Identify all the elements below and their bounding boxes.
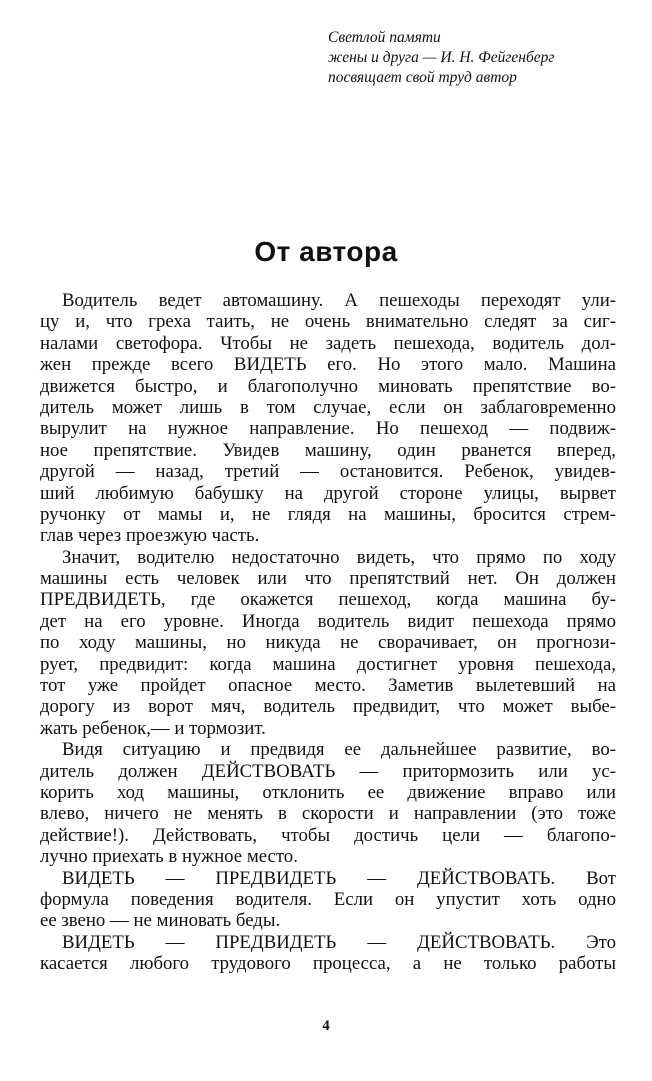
paragraph <box>40 868 616 932</box>
text-line: ручонку от мамы и, не глядя на машины, бросится стрем- <box>40 503 616 525</box>
text-line: ВИДЕТЬ — ПРЕДВИДЕТЬ — ДЕЙСТВОВАТЬ. Вот <box>62 867 616 889</box>
text-line: по ходу машины, но никуда не сворачивает, он прогнози- <box>40 632 616 654</box>
text-line: дитель может лишь в том случае, если он заблаговременно <box>40 396 616 418</box>
text-line: машины есть человек или что препятствий нет. Он должен <box>40 568 616 590</box>
dedication-line: посвящает свой труд автор <box>328 69 517 86</box>
text-line: Видя ситуацию и предвидя ее дальнейшее развитие, во- <box>62 739 616 761</box>
text-line: Значит, водителю недостаточно видеть, что прямо по ходу <box>62 546 616 568</box>
paragraph <box>40 739 616 867</box>
paragraph <box>40 932 616 975</box>
text-line: влево, ничего не менять в скорости и направлении (это тоже <box>40 803 616 825</box>
text-line: жать ребенок,— и тормозит. <box>40 717 266 739</box>
text-line: налами светофора. Чтобы не задеть пешехода, водитель дол- <box>40 332 616 354</box>
text-line: действие!). Действовать, чтобы достичь цели — благопо- <box>40 824 616 846</box>
page-number: 4 <box>322 1018 330 1034</box>
text-line: движется быстро, и благополучно миновать препятствие во- <box>40 375 616 397</box>
chapter-heading: От автора <box>254 236 398 267</box>
text-line: дет на его уровне. Иногда водитель видит пешехода прямо <box>40 610 616 632</box>
text-line: корить ход машины, отклонить ее движение вправо или <box>40 781 616 803</box>
text-line: ший любимую бабушку на другой стороне улицы, вырвет <box>40 482 616 504</box>
text-line: ее звено — не миновать беды. <box>40 910 281 932</box>
paragraph <box>40 290 616 547</box>
dedication-line: Светлой памяти <box>328 29 441 46</box>
dedication-line: жены и друга — И. Н. Фейгенберг <box>328 49 555 66</box>
dedication <box>328 28 628 88</box>
text-line: вырулит на нужное направление. Но пешеход — подвиж- <box>40 418 616 440</box>
text-line: рует, предвидит: когда машина достигнет уровня пешехода, <box>40 653 616 675</box>
text-line: ное препятствие. Увидев машину, один рванется вперед, <box>40 439 616 461</box>
text-line: другой — назад, третий — остановится. Ребенок, увидев- <box>40 461 616 483</box>
text-line: ПРЕДВИДЕТЬ, где окажется пешеход, когда машина бу- <box>40 589 616 611</box>
text-line: жен прежде всего ВИДЕТЬ его. Но этого мало. Машина <box>40 354 616 376</box>
body-text <box>40 290 616 975</box>
text-line: цу и, что греха таить, не очень внимательно следят за сиг- <box>40 311 616 333</box>
paragraph <box>40 547 616 740</box>
text-line: лучно приехать в нужное место. <box>40 846 298 868</box>
text-line: глав через проезжую часть. <box>40 525 260 547</box>
text-line: Водитель ведет автомашину. А пешеходы переходят ули- <box>62 290 616 311</box>
text-line: дорогу из ворот мяч, водитель предвидит, что может выбе- <box>40 696 616 718</box>
text-line: ВИДЕТЬ — ПРЕДВИДЕТЬ — ДЕЙСТВОВАТЬ. Это <box>62 931 616 953</box>
text-line: касается любого трудового процесса, а не только работы <box>40 953 616 975</box>
text-line: дитель должен ДЕЙСТВОВАТЬ — притормозить или ус- <box>40 760 616 782</box>
text-line: тот уже пройдет опасное место. Заметив вылетевший на <box>40 675 616 697</box>
text-line: формула поведения водителя. Если он упустит хоть одно <box>40 888 616 910</box>
